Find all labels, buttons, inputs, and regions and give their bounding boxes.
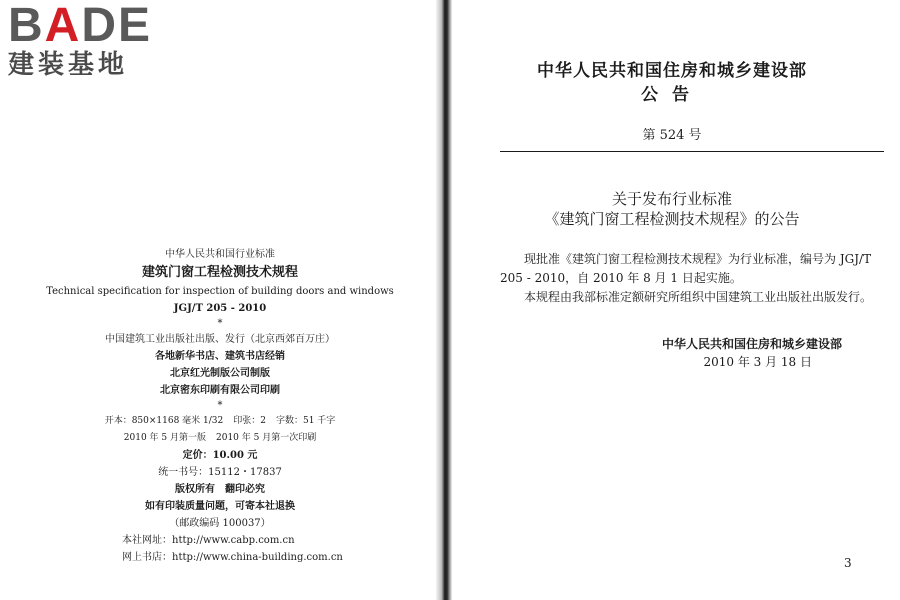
announcement-paragraph-1: 现批准《建筑门窗工程检测技术规程》为行业标准，编号为 JGJ/T 205 - 2010，自 2010 年 8 月 1 日起实施。 [500, 252, 872, 285]
colophon [40, 246, 400, 566]
colophon-defect-notice: 如有印装质量问题，可寄本社退换 [145, 501, 295, 512]
colophon-typesetter: 北京红光制版公司制版 [170, 368, 270, 379]
colophon-rights: 版权所有 [175, 484, 215, 495]
logo-letter-a-mark: A [44, 0, 82, 52]
logo [8, 0, 178, 80]
colophon-edition: 2010 年 5 月第一版 [123, 433, 206, 443]
colophon-title-cn: 建筑门窗工程检测技术规程 [141, 265, 298, 280]
announcement-title-line-1: 关于发布行业标准 [611, 190, 732, 208]
colophon-printer: 北京密东印刷有限公司印刷 [160, 385, 280, 396]
colophon-bookstore: 网上书店：http://www.china-building.com.cn [122, 552, 343, 563]
logo-letters-de: DE [81, 0, 153, 52]
logo-chinese-text: 建装基地 [8, 50, 129, 80]
colophon-url-block [40, 532, 400, 566]
colophon-title-en: Technical specification for inspection of building doors and windows [46, 286, 394, 297]
announcement-divider [500, 151, 884, 152]
colophon-code: JGJ/T 205 - 2010 [173, 303, 267, 314]
colophon-distributor: 各地新华书店、建筑书店经销 [155, 351, 285, 362]
colophon-postcode: （邮政编码 100037） [169, 518, 271, 529]
logo-wordmark [8, 0, 178, 52]
colophon-separator-1: * [217, 318, 223, 329]
announcement-date: 2010 年 3 月 18 日 [703, 355, 812, 369]
colophon-edition-line [40, 430, 400, 447]
colophon-specs [40, 413, 400, 430]
colophon-isbn: 统一书号：15112・17837 [158, 467, 282, 478]
announcement-signatory: 中华人民共和国住房和城乡建设部 [661, 337, 842, 351]
colophon-sheets: 印张：2 [233, 416, 266, 426]
colophon-words: 字数：51 千字 [275, 416, 336, 426]
colophon-series: 中华人民共和国行业标准 [165, 249, 275, 260]
page-number: 3 [844, 556, 852, 570]
left-page [0, 0, 436, 600]
colophon-rights-line [40, 481, 400, 498]
colophon-publisher: 中国建筑工业出版社出版、发行（北京西郊百万庄） [105, 334, 335, 345]
colophon-printing: 2010 年 5 月第一次印刷 [216, 433, 317, 443]
colophon-price: 定价：10.00 元 [182, 450, 258, 461]
announcement-body [500, 250, 884, 307]
colophon-website: 本社网址：http://www.cabp.com.cn [122, 535, 295, 546]
colophon-separator-2: * [217, 400, 223, 411]
announcement-ministry: 中华人民共和国住房和城乡建设部 [537, 61, 807, 81]
book-spine-gutter [436, 0, 452, 600]
announcement-paragraph-2: 本规程由我部标准定额研究所组织中国建筑工业出版社出版发行。 [524, 290, 873, 304]
announcement-heading: 公告 [641, 85, 703, 105]
announcement-number: 第 524 号 [642, 128, 702, 143]
announcement-title-line-2: 《建筑门窗工程检测技术规程》的公告 [544, 210, 800, 228]
colophon-no-reprint: 翻印必究 [225, 484, 265, 495]
colophon-format: 开本：850×1168 毫米 1/32 [104, 416, 224, 426]
right-page [452, 0, 900, 600]
logo-letter-b: B [8, 0, 45, 52]
